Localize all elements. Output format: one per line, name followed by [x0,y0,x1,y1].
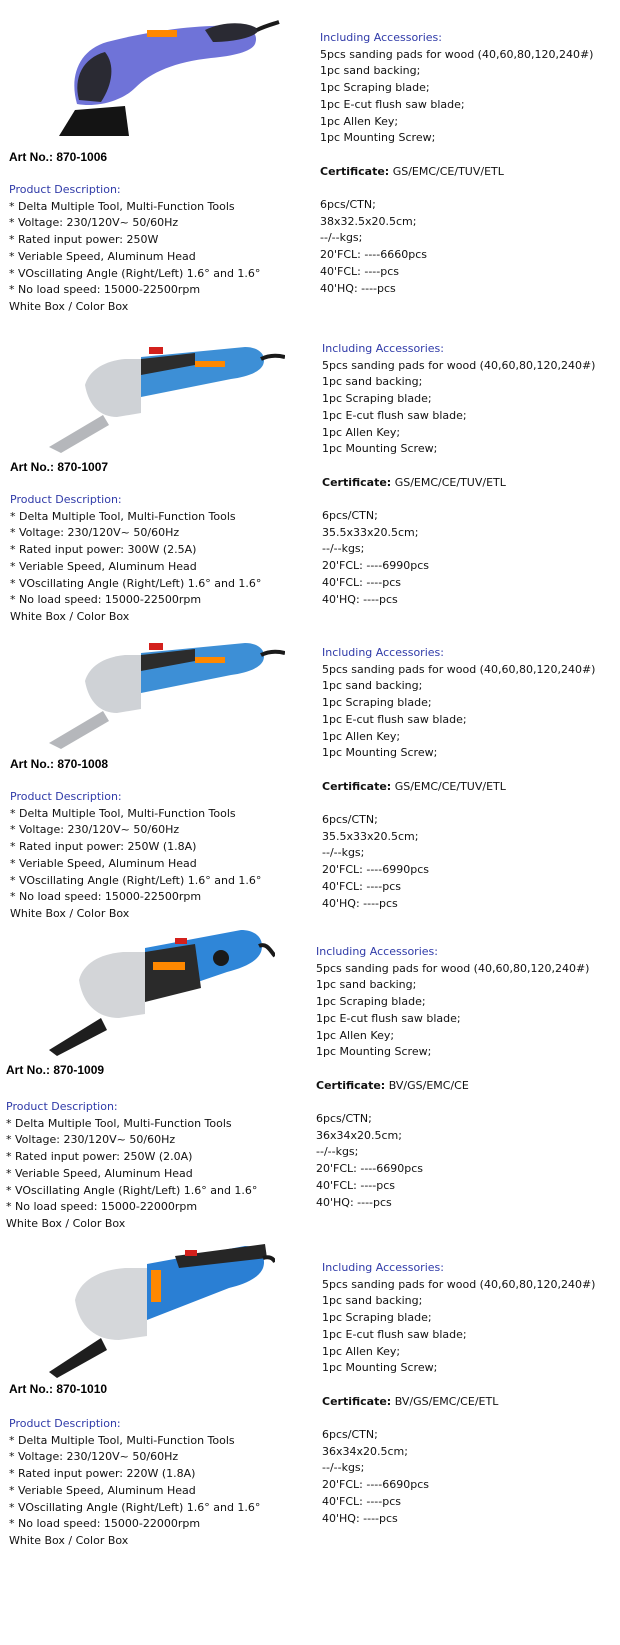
multi-tool-image-purple [55,8,280,143]
packing-line: 6pcs/CTN; [322,509,378,522]
accessory-item: 1pc Mounting Screw; [322,442,438,456]
certificate [322,475,595,492]
packing-line: --/--kgs; [322,1461,365,1475]
packing-line: 6pcs/CTN; [320,198,376,211]
packing-line: 20'FCL: ----6990pcs [322,863,429,877]
description-line: * Veriable Speed, Aluminum Head [6,1166,193,1180]
packing-line: 6pcs/CTN; [322,1428,378,1441]
description-line: * Veriable Speed, Aluminum Head [9,1483,196,1497]
packaging-box: White Box / Color Box [6,1216,126,1230]
description-line: * Veriable Speed, Aluminum Head [10,856,197,870]
packing-line: 40'HQ: ----pcs [322,1511,398,1525]
accessories-heading: Including Accessories: [322,646,444,659]
product-description [9,182,260,316]
multi-tool-image-blue [45,335,285,455]
accessories-heading: Including Accessories: [320,31,442,44]
accessory-item: 1pc Mounting Screw; [322,746,438,760]
certificate-value: GS/EMC/CE/TUV/ETL [394,475,506,489]
accessory-item: 5pcs sanding pads for wood (40,60,80,120,240#) [320,47,594,61]
description-line: * Veriable Speed, Aluminum Head [9,249,196,263]
description-line: * Voltage: 230/120V~ 50/60Hz [10,526,180,540]
product-specs [322,341,595,608]
accessory-item: 1pc E-cut flush saw blade; [322,1327,467,1341]
description-heading: Product Description: [6,1100,118,1113]
certificate [322,1394,595,1411]
packaging-box: White Box / Color Box [9,1533,129,1547]
certificate-label: Certificate: [316,1078,386,1092]
certificate-label: Certificate: [322,1394,392,1408]
description-line: * VOscillating Angle (Right/Left) 1.6° and 1.6° [6,1183,258,1197]
certificate [316,1078,589,1095]
accessory-item: 5pcs sanding pads for wood (40,60,80,120,240#) [316,961,590,975]
accessory-item: 1pc E-cut flush saw blade; [320,97,465,111]
accessories-heading: Including Accessories: [322,1261,444,1274]
accessory-item: 1pc Allen Key; [322,425,401,439]
accessory-item: 1pc sand backing; [322,679,423,693]
packing-line: 35.5x33x20.5cm; [322,829,419,843]
accessory-item: 1pc sand backing; [322,1294,423,1308]
description-line: * VOscillating Angle (Right/Left) 1.6° and 1.6° [10,873,262,887]
accessory-item: 5pcs sanding pads for wood (40,60,80,120,240#) [322,358,596,372]
accessory-item: 1pc Scraping blade; [320,81,430,95]
description-line: * No load speed: 15000-22500rpm [9,283,201,297]
packing-line: 40'FCL: ----pcs [320,264,399,278]
certificate [322,779,595,796]
art-number: Art No.: 870-1008 [10,757,109,771]
description-heading: Product Description: [10,493,122,506]
art-number: Art No.: 870-1007 [10,460,109,474]
accessory-item: 1pc Allen Key; [322,729,401,743]
product-block-870-1009 [0,920,620,1249]
certificate-value: GS/EMC/CE/TUV/ETL [394,779,506,793]
description-line: * Voltage: 230/120V~ 50/60Hz [6,1133,176,1147]
accessory-item: 1pc Allen Key; [320,114,399,128]
accessory-item: 1pc Scraping blade; [316,995,426,1009]
art-number: Art No.: 870-1009 [6,1063,105,1077]
packing-line: 20'FCL: ----6690pcs [316,1162,423,1176]
product-specs [322,1260,595,1527]
description-heading: Product Description: [9,183,121,196]
accessory-item: 5pcs sanding pads for wood (40,60,80,120,240#) [322,662,596,676]
packing-line: 20'FCL: ----6990pcs [322,559,429,573]
description-line: * No load speed: 15000-22500rpm [10,890,202,904]
art-number: Art No.: 870-1006 [9,150,108,164]
certificate-label: Certificate: [322,779,392,793]
certificate-value: BV/GS/EMC/CE/ETL [394,1394,499,1408]
certificate-value: BV/GS/EMC/CE [388,1078,469,1092]
packaging-box: White Box / Color Box [10,609,130,623]
accessory-item: 1pc Scraping blade; [322,1311,432,1325]
packaging-box: White Box / Color Box [10,906,130,920]
description-line: * VOscillating Angle (Right/Left) 1.6° and 1.6° [9,266,261,280]
certificate-label: Certificate: [322,475,392,489]
description-line: * VOscillating Angle (Right/Left) 1.6° and 1.6° [10,576,262,590]
packing-line: 35.5x33x20.5cm; [322,525,419,539]
packing-line: 40'HQ: ----pcs [322,592,398,606]
accessory-item: 1pc sand backing; [320,64,421,78]
packing-line: 40'HQ: ----pcs [322,896,398,910]
packing-line: 6pcs/CTN; [322,813,378,826]
accessory-item: 1pc Mounting Screw; [320,131,436,145]
packing-line: 40'FCL: ----pcs [322,1494,401,1508]
description-line: * No load speed: 15000-22000rpm [9,1517,201,1531]
accessory-item: 1pc Scraping blade; [322,392,432,406]
product-description [10,492,261,626]
description-line: * Delta Multiple Tool, Multi-Function Tools [10,806,236,820]
accessory-item: 1pc E-cut flush saw blade; [322,712,467,726]
product-block-870-1008 [0,627,620,956]
packing-line: 36x34x20.5cm; [322,1444,408,1458]
certificate-value: GS/EMC/CE/TUV/ETL [392,164,504,178]
description-line: * Voltage: 230/120V~ 50/60Hz [10,823,180,837]
description-line: * Rated input power: 250W (1.8A) [10,840,197,854]
description-line: * Rated input power: 250W [9,233,159,247]
product-block-870-1007 [0,329,620,658]
packing-line: 40'HQ: ----pcs [320,281,396,295]
product-description [10,789,261,923]
packing-line: 38x32.5x20.5cm; [320,214,417,228]
art-number: Art No.: 870-1010 [9,1382,108,1396]
description-line: * Rated input power: 250W (2.0A) [6,1150,193,1164]
product-block-870-1006 [0,0,620,329]
description-line: * Rated input power: 300W (2.5A) [10,543,197,557]
packing-line: 40'FCL: ----pcs [322,575,401,589]
description-heading: Product Description: [10,790,122,803]
description-line: * Voltage: 230/120V~ 50/60Hz [9,1450,179,1464]
accessory-item: 1pc Allen Key; [316,1028,395,1042]
accessory-item: 1pc sand backing; [316,978,417,992]
packing-line: --/--kgs; [322,846,365,860]
accessory-item: 1pc Scraping blade; [322,696,432,710]
accessory-item: 1pc sand backing; [322,375,423,389]
description-line: * Voltage: 230/120V~ 50/60Hz [9,216,179,230]
packing-line: 36x34x20.5cm; [316,1128,402,1142]
multi-tool-image-blue [45,1238,275,1378]
description-line: * No load speed: 15000-22500rpm [10,593,202,607]
description-line: * Delta Multiple Tool, Multi-Function Tools [10,509,236,523]
description-line: * No load speed: 15000-22000rpm [6,1200,198,1214]
multi-tool-image-blue [45,631,285,751]
packing-line: 40'HQ: ----pcs [316,1195,392,1209]
product-specs [322,645,595,912]
packing-line: 40'FCL: ----pcs [316,1178,395,1192]
accessories-heading: Including Accessories: [316,945,438,958]
description-line: * VOscillating Angle (Right/Left) 1.6° and 1.6° [9,1500,261,1514]
packing-line: 40'FCL: ----pcs [322,879,401,893]
description-line: * Delta Multiple Tool, Multi-Function Tools [9,1433,235,1447]
accessory-item: 1pc E-cut flush saw blade; [322,408,467,422]
certificate-label: Certificate: [320,164,390,178]
product-specs [320,30,593,297]
product-description [6,1099,257,1233]
packing-line: --/--kgs; [322,542,365,556]
accessory-item: 1pc Mounting Screw; [316,1045,432,1059]
multi-tool-image-blue [45,922,275,1057]
packing-line: 20'FCL: ----6660pcs [320,248,427,262]
packing-line: --/--kgs; [316,1145,359,1159]
description-line: * Veriable Speed, Aluminum Head [10,559,197,573]
description-heading: Product Description: [9,1417,121,1430]
description-line: * Rated input power: 220W (1.8A) [9,1467,196,1481]
packing-line: --/--kgs; [320,231,363,245]
accessory-item: 1pc E-cut flush saw blade; [316,1011,461,1025]
accessory-item: 1pc Mounting Screw; [322,1361,438,1375]
product-description [9,1416,260,1550]
accessories-heading: Including Accessories: [322,342,444,355]
product-specs [316,944,589,1211]
packaging-box: White Box / Color Box [9,299,129,313]
product-block-870-1010 [0,1236,620,1565]
accessory-item: 5pcs sanding pads for wood (40,60,80,120,240#) [322,1277,596,1291]
packing-line: 6pcs/CTN; [316,1112,372,1125]
packing-line: 20'FCL: ----6690pcs [322,1478,429,1492]
certificate [320,164,593,181]
description-line: * Delta Multiple Tool, Multi-Function Tools [6,1116,232,1130]
accessory-item: 1pc Allen Key; [322,1344,401,1358]
description-line: * Delta Multiple Tool, Multi-Function Tools [9,199,235,213]
